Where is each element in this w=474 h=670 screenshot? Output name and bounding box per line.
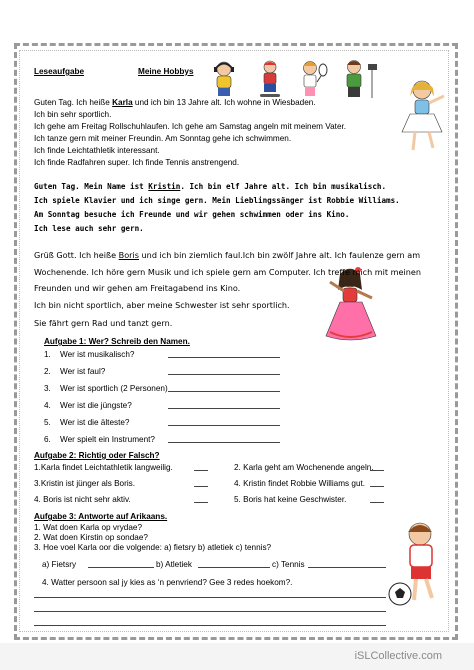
kristin-text-line-3: Am Sonntag besuche ich Freunde und wir gehen schwimmen oder ins Kino. bbox=[34, 210, 350, 219]
aufgabe1-question: 4. bbox=[44, 401, 51, 410]
karla-text-line-6: Ich finde Radfahren super. Ich finde Tennis anstrengend. bbox=[34, 158, 240, 167]
aufgabe2-title: Aufgabe 2: Richtig oder Falsch? bbox=[34, 451, 160, 460]
aufgabe1-question: 2. bbox=[44, 367, 51, 376]
karla-text-line-2: Ich bin sehr sportlich. bbox=[34, 110, 112, 119]
karla-text-line-5: Ich finde Leichtathletik interessant. bbox=[34, 146, 160, 155]
aufgabe1-question: 6. bbox=[44, 435, 51, 444]
aufgabe1-title: Aufgabe 1: Wer? Schreib den Namen. bbox=[44, 337, 190, 346]
karla-name: Karla bbox=[112, 98, 133, 107]
atletiek-label: b) Atletiek bbox=[156, 560, 192, 569]
answer-blank[interactable] bbox=[168, 425, 280, 426]
aufgabe3-question-3: 3. Hoe voel Karla oor die volgende: a) fietsry b) atletiek c) tennis? bbox=[34, 543, 272, 552]
aufgabe1-question-text: Wer ist die älteste? bbox=[60, 418, 130, 427]
dancing-girl-clipart bbox=[400, 76, 452, 156]
boris-text-line-1: Grüß Gott. Ich heiße Boris und ich bin ziemlich faul.Ich bin zwölf Jahre alt. Ich faulenze gern am bbox=[34, 250, 421, 260]
answer-blank[interactable] bbox=[168, 391, 280, 392]
answer-blank[interactable] bbox=[168, 357, 280, 358]
worksheet-title: Meine Hobbys bbox=[138, 67, 194, 76]
answer-blank[interactable] bbox=[370, 486, 384, 487]
aufgabe3-question-4: 4. Watter persoon sal jy kies as ‘n penvriend? Gee 3 redes hoekom?. bbox=[42, 578, 293, 587]
answer-blank[interactable] bbox=[370, 502, 384, 503]
aufgabe2-item: 1.Karla findet Leichtathletik langweilig. bbox=[34, 463, 173, 472]
boris-text-line-3: Freunden und wir gehen am Freitagabend ins Kino. bbox=[34, 283, 241, 293]
answer-blank[interactable] bbox=[194, 486, 208, 487]
kristin-text-line-4: Ich lese auch sehr gern. bbox=[34, 224, 144, 233]
tennis-label: c) Tennis bbox=[272, 560, 305, 569]
aufgabe2-item: 4. Boris ist nicht sehr aktiv. bbox=[34, 495, 131, 504]
footer-bar bbox=[0, 643, 474, 670]
headphones-kid-icon bbox=[214, 62, 234, 96]
aufgabe2-item: 5. Boris hat keine Geschwister. bbox=[234, 495, 347, 504]
aufgabe1-question: 5. bbox=[44, 418, 51, 427]
answer-blank[interactable] bbox=[168, 408, 280, 409]
hobby-kids-clipart bbox=[210, 58, 386, 100]
aufgabe1-question-text: Wer ist die jüngste? bbox=[60, 401, 132, 410]
aufgabe3-question-2: 2. Wat doen Kirstin op sondae? bbox=[34, 533, 148, 542]
boris-name: Boris bbox=[118, 250, 139, 260]
aufgabe1-question-text: Wer spielt ein Instrument? bbox=[60, 435, 155, 444]
answer-blank[interactable] bbox=[308, 567, 386, 568]
camera-kid-icon bbox=[347, 61, 377, 99]
answer-blank[interactable] bbox=[88, 567, 154, 568]
karla-text-line-4: Ich tanze gern mit meiner Freundin. Am Sonntag gehe ich schwimmen. bbox=[34, 134, 292, 143]
answer-blank[interactable] bbox=[168, 374, 280, 375]
worksheet-type-label: Leseaufgabe bbox=[34, 67, 85, 76]
boris-text-line-2: Wochenende. Ich höre gern Musik und ich spiele gern am Computer. Ich treffe mich mit meinen bbox=[34, 267, 422, 277]
kristin-text-line-2: Ich spiele Klavier und ich singe gern. Mein Lieblingssänger ist Robbie Williams. bbox=[34, 196, 400, 205]
fietsry-label: a) Fietsry bbox=[42, 560, 77, 569]
answer-blank[interactable] bbox=[194, 470, 208, 471]
writing-line[interactable] bbox=[34, 611, 386, 612]
aufgabe1-question-text: Wer ist faul? bbox=[60, 367, 106, 376]
kristin-name: Kristin bbox=[148, 182, 181, 191]
aufgabe3-title: Aufgabe 3: Antworte auf Arikaans. bbox=[34, 512, 168, 521]
boris-text-line-5: Sie fährt gern Rad und tanzt gern. bbox=[34, 318, 173, 328]
aufgabe1-question-text: Wer ist musikalisch? bbox=[60, 350, 135, 359]
aufgabe2-item: 2. Karla geht am Wochenende angeln. bbox=[234, 463, 374, 472]
boris-text-line-4: Ich bin nicht sportlich, aber meine Schwester ist sehr sportlich. bbox=[34, 300, 290, 310]
kristin-text-line-1: Guten Tag. Mein Name ist Kristin. Ich bin elf Jahre alt. Ich bin musikalisch. bbox=[34, 182, 387, 191]
answer-blank[interactable] bbox=[370, 470, 384, 471]
skater-kid-icon bbox=[260, 61, 280, 97]
karla-text-line-1: Guten Tag. Ich heiße Karla und ich bin 13 Jahre alt. Ich wohne in Wiesbaden. bbox=[34, 98, 316, 107]
writing-line[interactable] bbox=[34, 625, 386, 626]
football-boy-clipart bbox=[386, 520, 456, 610]
aufgabe2-item: 3.Kristin ist jünger als Boris. bbox=[34, 479, 136, 488]
aufgabe1-question: 1. bbox=[44, 350, 51, 359]
answer-blank[interactable] bbox=[168, 442, 280, 443]
answer-blank[interactable] bbox=[198, 567, 270, 568]
footer-brand: iSLCollective.com bbox=[354, 650, 442, 662]
tennis-kid-icon bbox=[303, 62, 327, 97]
writing-line[interactable] bbox=[34, 597, 386, 598]
answer-blank[interactable] bbox=[194, 502, 208, 503]
karla-text-line-3: Ich gehe am Freitag Rollschuhlaufen. Ich gehe am Samstag angeln mit meinem Vater. bbox=[34, 122, 347, 131]
aufgabe1-question: 3. bbox=[44, 384, 51, 393]
aufgabe1-question-text: Wer ist sportlich (2 Personen) bbox=[60, 384, 168, 393]
aufgabe3-question-1: 1. Wat doen Karla op vrydae? bbox=[34, 523, 143, 532]
aufgabe2-item: 4. Kristin findet Robbie Williams gut. bbox=[234, 479, 366, 488]
